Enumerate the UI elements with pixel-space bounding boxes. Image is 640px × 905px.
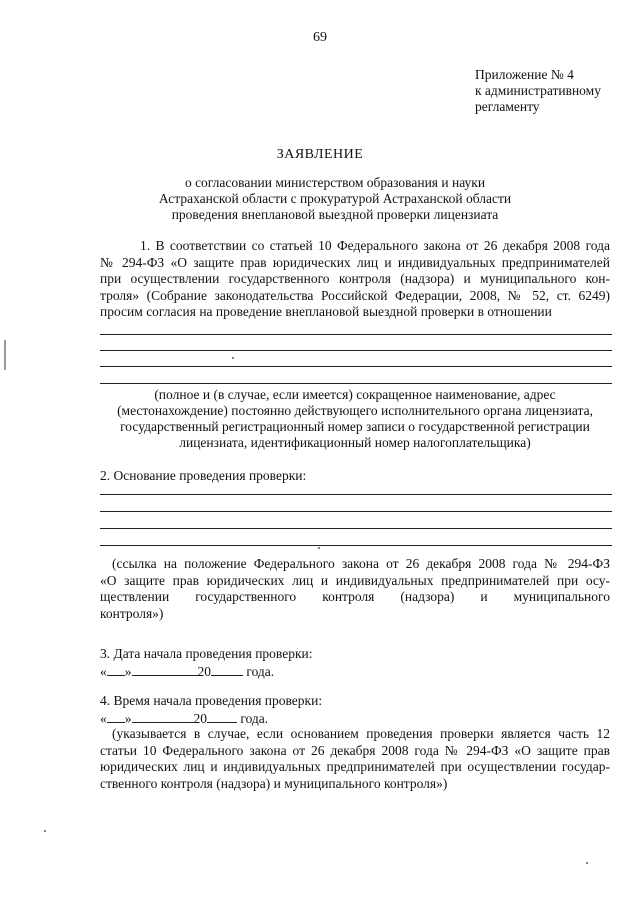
fill-line[interactable] [100, 366, 612, 367]
month-blank[interactable] [132, 710, 194, 723]
scan-speck [232, 357, 234, 359]
year-suffix: года. [246, 664, 275, 679]
section4-heading: 4. Время начала проведения проверки: [100, 693, 323, 708]
section1-line: троля» (Собрание законодательства Российской Федерации, 2008, № 52, ст. 6249) [100, 287, 610, 303]
appendix-line: Приложение № 4 [475, 67, 574, 82]
caption-line: ществлении государственного контроля (надзора) и муниципального [100, 589, 610, 605]
section1-line: № 294-ФЗ «О защите прав юридических лиц и индивидуальных предпринимателей [100, 254, 610, 270]
section2-caption [100, 556, 610, 622]
appendix-line: к административному [475, 83, 601, 98]
day-blank[interactable] [107, 710, 125, 723]
caption-line: (ссылка на положение Федерального закона от 26 декабря 2008 года № 294-ФЗ [112, 556, 610, 571]
quote-open: « [100, 711, 107, 726]
fill-line[interactable] [100, 545, 612, 546]
fill-line[interactable] [100, 334, 612, 335]
section1-caption [100, 387, 610, 451]
fill-line[interactable] [100, 511, 612, 512]
scan-speck [586, 862, 588, 864]
caption-line: контроля») [100, 605, 164, 621]
note-line: (указывается в случае, если основанием проведения проверки является часть 12 [112, 726, 610, 741]
year-suffix: года. [240, 711, 269, 726]
section1-line: при осуществлении государственного контроля (надзора) и муниципального кон- [100, 271, 610, 287]
subtitle-line: Астраханской области с прокуратурой Астраханской области [158, 191, 512, 206]
month-blank[interactable] [132, 663, 198, 676]
day-blank[interactable] [107, 663, 125, 676]
start-time-field [100, 710, 268, 727]
fill-line[interactable] [100, 528, 612, 529]
quote-close: » [124, 711, 132, 726]
section2-heading: 2. Основание проведения проверки: [100, 468, 307, 483]
caption-line: (местонахождение) постоянно действующего исполнительного органа лицензиата, [117, 403, 593, 418]
subtitle-line: о согласовании министерством образования и науки [184, 175, 486, 190]
page-number: 69 [313, 30, 327, 45]
appendix-header [475, 67, 601, 115]
quote-open: « [100, 664, 107, 679]
caption-line: государственный регистрационный номер записи о государственной регистрации [120, 419, 590, 434]
year-prefix: 20 [197, 664, 211, 679]
document-subtitle [100, 175, 570, 223]
caption-line: (полное и (в случае, если имеется) сокращенное наименование, адрес [154, 387, 556, 402]
fill-line[interactable] [100, 350, 612, 351]
subtitle-line: проведения внеплановой выездной проверки лицензиата [171, 207, 499, 222]
section4-note [100, 726, 610, 792]
fill-line[interactable] [100, 383, 612, 384]
note-line: юридических лиц и индивидуальных предпринимателей при осуществлении государ- [100, 759, 610, 775]
section1-line: 1. В соответствии со статьей 10 Федерального закона от 26 декабря 2008 года [140, 238, 610, 253]
fill-line[interactable] [100, 494, 612, 495]
section3-heading: 3. Дата начала проведения проверки: [100, 646, 313, 661]
caption-line: «О защите прав юридических лиц и индивидуальных предпринимателей при осу- [100, 572, 610, 588]
document-title: ЗАЯВЛЕНИЕ [276, 147, 364, 162]
scan-speck [44, 830, 46, 832]
year-prefix: 20 [193, 711, 207, 726]
scan-margin-mark [4, 340, 6, 370]
section1-paragraph [100, 238, 610, 321]
note-line: ственного контроля (надзора) и муниципального контроля») [100, 775, 448, 791]
caption-line: лицензиата, идентификационный номер налогоплательщика) [179, 435, 531, 450]
year-blank[interactable] [211, 663, 243, 676]
section1-line: просим согласия на проведение внеплановой выездной проверки в отношении [100, 304, 552, 320]
scan-speck [318, 547, 320, 549]
start-date-field [100, 663, 274, 680]
year-blank[interactable] [207, 710, 237, 723]
note-line: статьи 10 Федерального закона от 26 декабря 2008 года № 294-ФЗ «О защите прав [100, 742, 610, 758]
quote-close: » [124, 664, 132, 679]
appendix-line: регламенту [475, 99, 540, 114]
